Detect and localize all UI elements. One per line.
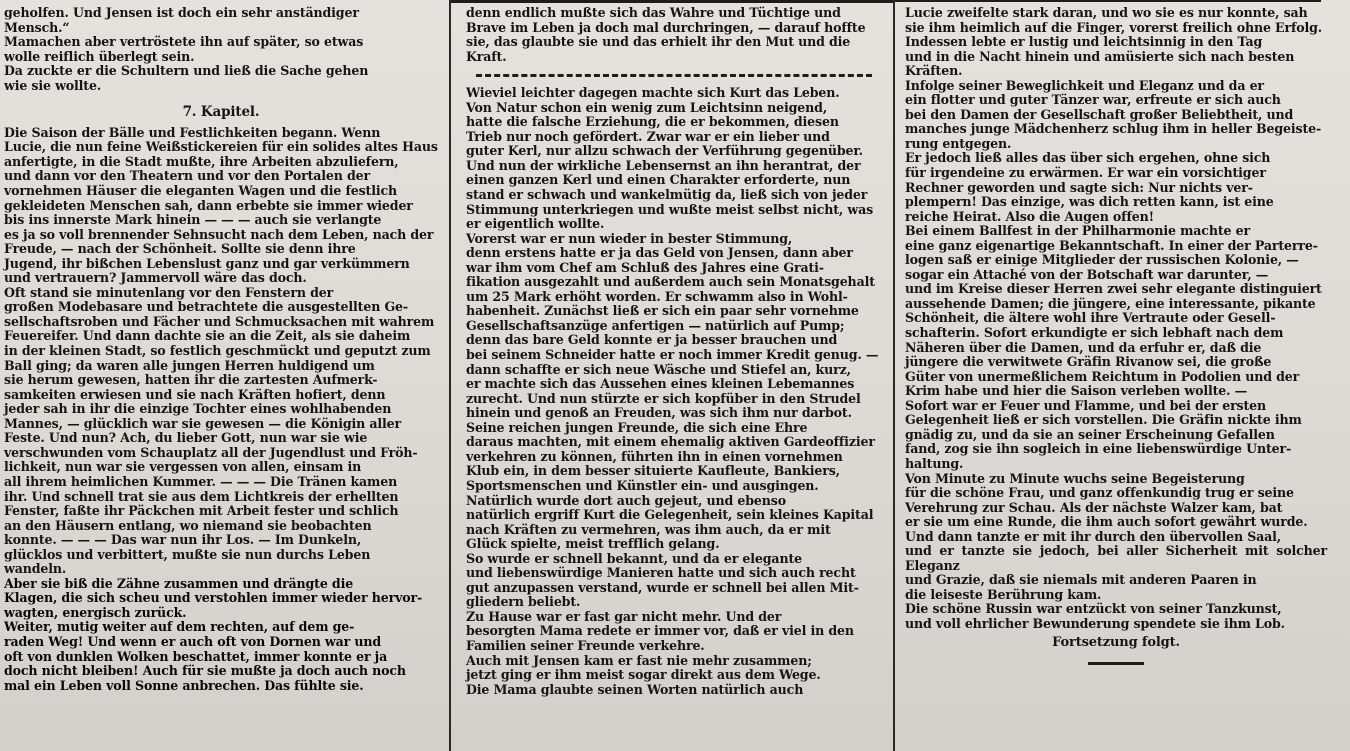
paragraph: Zu Hause war er fast gar nicht mehr. Und der besorgten Mama redete er immer vor, daß er viel in den Familien seiner Freunde verkehre. bbox=[466, 608, 854, 653]
paragraph: Infolge seiner Beweglichkeit und Eleganz und da er ein flotter und guter Tänzer war, erfreute er sich auch bei den Damen der Gesellschaft großer Beliebtheit, und manches junge Mädchenherz schlug ihm in heller Begeiste- rung entgegen. bbox=[905, 77, 1322, 151]
paragraph: Von Minute zu Minute wuchs seine Begeisterung für die schöne Frau, und ganz offenkundig trug er seine Verehrung zur Schau. Als der nächste Walzer kam, bat er sie um eine Runde, die ihm auch sofort gewährt wurde. Und dann tanzte er mit ihr durch den übervollen Saal, und er tanzte sie jedoch, bei aller Sicherheit mit solcher Eleganz und Grazie, daß sie niemals mit anderen Paaren in die leiseste Berührung kam. bbox=[905, 470, 1327, 602]
paragraph: Mamachen aber vertröstete ihn auf später, so etwas wolle reiflich überlegt sein. bbox=[4, 34, 364, 64]
paragraph: Lucie zweifelte stark daran, und wo sie es nur konnte, sah sie ihm heimlich auf die Finger, vorerst freilich ohne Erfolg. bbox=[905, 5, 1323, 35]
paragraph: Die Saison der Bälle und Festlichkeiten begann. Wenn Lucie, die nun feine Weißstickereien für ein solides altes Haus anfertigte, in die Stadt mußte, ihre Arbeiten abzuliefern, und dann vor den Theatern und vor den Portalen der vornehmen Häuser die eleganten Wagen und die festlich gekleideten Menschen sah, dann erbebte sie immer wieder bis ins innerste Mark hinein — — — auch sie verlangte es ja so voll brennender Sehnsucht nach dem Leben, nach der Freude, — nach der Schönheit. Sollte sie denn ihre Jugend, ihr bißchen Lebenslust ganz und gar verkümmern und vertrauern? Jammervoll wäre das doch. bbox=[4, 124, 438, 286]
paragraph: Wieviel leichter dagegen machte sich Kurt das Leben. Von Natur schon ein wenig zum Leichtsinn neigend, hatte die falsche Erziehung, die er bekommen, diesen Trieb nur noch gefördert. Zwar war er ein lieber und guter Kerl, nur allzu schwach der Verführung gegenüber. Und nun der wirkliche Lebensernst an ihn herantrat, der einen ganzen Kerl und einen Charakter erforderte, nun stand er schwach und wankelmütig da, ließ sich von jeder Stimmung unterkriegen und wußte meist selbst nicht, was er eigentlich wollte. bbox=[466, 85, 874, 232]
top-rule-right bbox=[893, 0, 1321, 2]
paragraph: Natürlich wurde dort auch gejeut, und ebenso natürlich ergriff Kurt die Gelegenheit, sein kleines Kapital nach Kräften zu vermehren, was ihm auch, da er mit Glück spielte, meist trefflich gelang. bbox=[466, 492, 874, 552]
paragraph: Oft stand sie minutenlang vor den Fenstern der großen Modebasare und betrachtete die ausgestellten Ge- sellschaftsroben und Fächer und Schmucksachen mit wahrem Feuereifer. Und dann dachte sie an die Zeit, als sie daheim in der kleinen Stadt, so festlich geschmückt und geputzt zum Ball ging; da waren alle jungen Herren huldigend um sie herum gewesen, hatten ihr die zartesten Aufmerk- samkeiten erwiesen und sie nach Kräften hofiert, denn jeder sah in ihr die einzige Tochter eines wohlhabenden Mannes, — glücklich war sie gewesen — die Königin aller Feste. Und nun? Ach, du lieber Gott, nun war sie wie verschwunden vom Schauplatz all der Jugendlust und Fröh- lichkeit, nun war sie vergessen von allen, einsam in all ihrem heimlichen Kummer. — — — Die Tränen kamen ihr. Und schnell trat sie aus dem Lichtkreis der erhellten Fenster, faßte ihr Päckchen mit Arbeit fester und schlich an den Häusern entlang, wo niemand sie beobachten konnte. — — — Das war nun ihr Los. — Im Dunkeln, glücklos und verbittert, mußte sie nun durchs Leben wandeln. bbox=[4, 284, 435, 577]
chapter-heading: 7. Kapitel. bbox=[182, 104, 260, 121]
section-separator bbox=[476, 74, 872, 77]
paragraph: Aber sie biß die Zähne zusammen und drängte die Klagen, die sich scheu und verstohlen immer wieder hervor- wagten, energisch zurück. bbox=[4, 575, 423, 620]
paragraph: Die schöne Russin war entzückt von seiner Tanzkunst, und voll ehrlicher Bewunderung spendete sie ihm Lob. bbox=[905, 601, 1285, 631]
paragraph: Seine reichen jungen Freunde, die sich eine Ehre daraus machten, mit einem ehemalig aktiven Gardeoffizier verkehren zu können, führten ihn in einen vornehmen Klub ein, in dem besser situierte Kaufleute, Bankiers, Sportsmenschen und Künstler ein- und ausgingen. bbox=[466, 419, 875, 493]
continuation-note: Fortsetzung folgt. bbox=[1052, 634, 1180, 650]
column-middle bbox=[466, 6, 882, 697]
top-rule bbox=[449, 0, 895, 3]
paragraph: Vorerst war er nun wieder in bester Stimmung, denn erstens hatte er ja das Geld von Jensen, dann aber war ihm vom Chef am Schluß des Jahres eine Grati- fikation ausgezahlt und außerdem auch sein Monatsgehalt um 25 Mark erhöht worden. Er schwamm also in Wohl- habenheit. Zunächst ließ er sich ein paar sehr vornehme Gesellschaftsanzüge anfertigen — natürlich auf Pump; denn das bare Geld konnte er ja besser brauchen und bei seinem Schneider hatte er noch immer Kredit genug. — dann schaffte er sich neue Wäsche und Stiefel an, kurz, er machte sich das Aussehen eines kleinen Lebemannes zurecht. Und nun stürzte er sich kopfüber in den Strudel hinein und genoß an Freuden, was sich ihm nur darbot. bbox=[466, 230, 879, 421]
column-divider-1 bbox=[449, 0, 451, 751]
column-left bbox=[4, 6, 438, 693]
paragraph: So wurde er schnell bekannt, und da er elegante und liebenswürdige Manieren hatte und sich auch recht gut anzupassen verstand, wurde er schnell bei allen Mit- gliedern beliebt. bbox=[466, 550, 859, 610]
column-divider-2 bbox=[893, 0, 895, 751]
paragraph: geholfen. Und Jensen ist doch ein sehr anständiger Mensch.“ bbox=[4, 5, 359, 35]
paragraph: Bei einem Ballfest in der Philharmonie machte er eine ganz eigenartige Bekanntschaft. In einer der Parterre- logen saß er einige Mitglieder der russischen Kolonie, — sogar ein Attaché von der Botschaft war darunter, — und im Kreise dieser Herren zwei sehr elegante distinguiert aussehende Damen; die jüngere, eine interessante, pikante Schönheit, die ältere wohl ihre Vertraute oder Gesell- schafterin. Sofort erkundigte er sich lebhaft nach dem Näheren über die Damen, und da erfuhr er, daß die jüngere die verwitwete Gräfin Rivanow sei, die große Güter von unermeßlichem Reichtum in Podolien und der Krim habe und hier die Saison verleben wollte. — Sofort war er Feuer und Flamme, und bei der ersten Gelegenheit ließ er sich vorstellen. Die Gräfin nickte ihm gnädig zu, und da sie an seiner Erscheinung Gefallen fand, zog sie ihn sogleich in eine liebenswürdige Unter- haltung. bbox=[905, 223, 1322, 471]
paragraph: Da zuckte er die Schultern und ließ die Sache gehen wie sie wollte. bbox=[4, 63, 369, 93]
end-rule bbox=[1088, 662, 1144, 665]
paragraph: Weiter, mutig weiter auf dem rechten, auf dem ge- raden Weg! Und wenn er auch oft von Dornen war und oft von dunklen Wolken beschattet, immer konnte er ja doch nicht bleiben! Auch für sie mußte ja doch auch noch mal ein Leben voll Sonne anbrechen. Das fühlte sie. bbox=[4, 619, 406, 693]
column-right bbox=[905, 6, 1327, 665]
paragraph: Auch mit Jensen kam er fast nie mehr zusammen; jetzt ging er ihm meist sogar direkt aus dem Wege. Die Mama glaubte seinen Worten natürlich auch bbox=[466, 652, 821, 697]
paragraph: Er jedoch ließ alles das über sich ergehen, ohne sich für irgendeine zu erwärmen. Er war ein vorsichtiger Rechner geworden und sagte sich: Nur nichts ver- plempern! Das einzige, was dich retten kann, ist eine reiche Heirat. Also die Augen offen! bbox=[905, 150, 1274, 224]
paragraph: denn endlich mußte sich das Wahre und Tüchtige und Brave im Leben ja doch mal durchringen, — darauf hoffte sie, das glaubte sie und das erhielt ihr den Mut und die Kraft. bbox=[466, 5, 866, 64]
paragraph: Indessen lebte er lustig und leichtsinnig in den Tag und in die Nacht hinein und amüsierte sich nach besten Kräften. bbox=[905, 34, 1295, 79]
